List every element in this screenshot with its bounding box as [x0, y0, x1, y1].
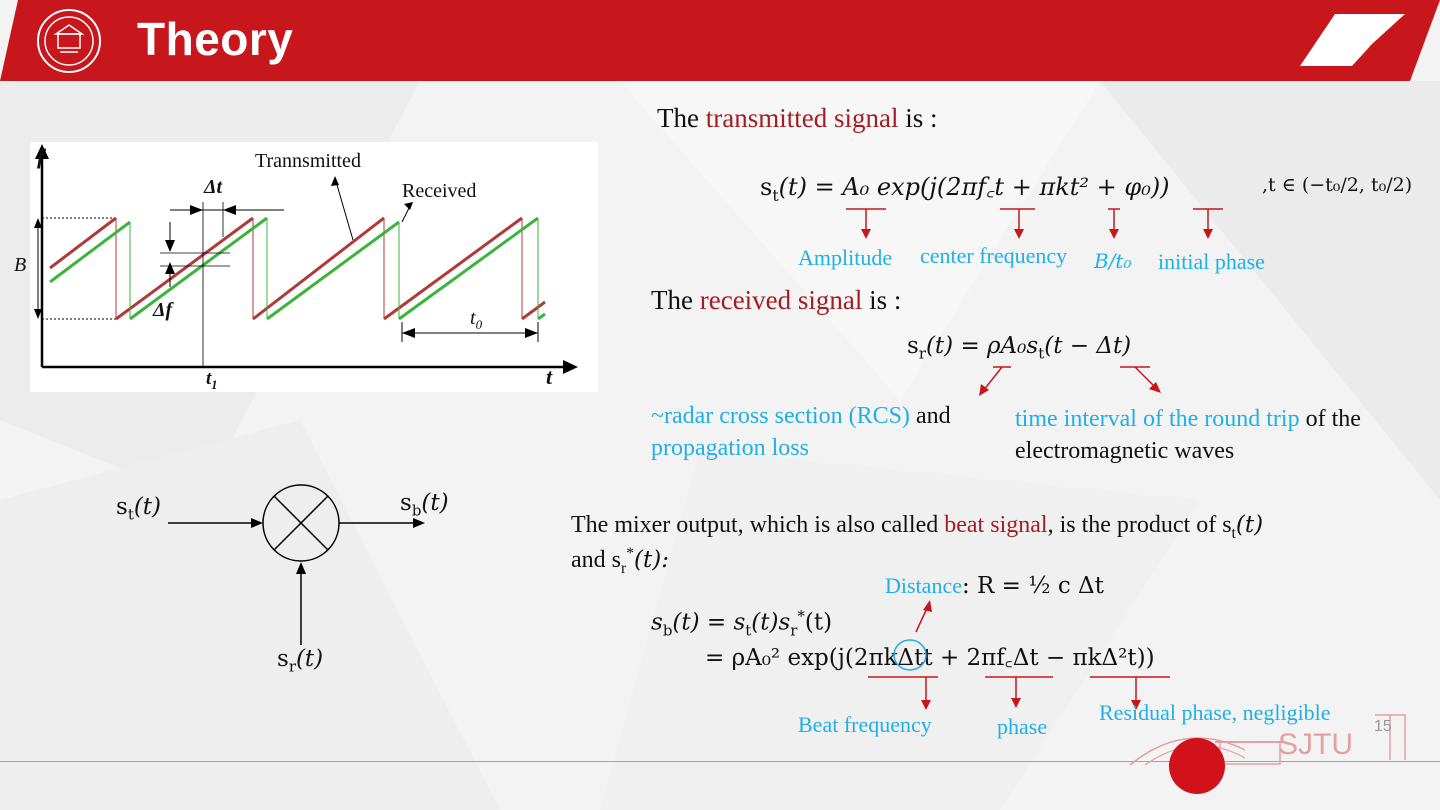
- delta-f-label: Δf: [153, 299, 173, 321]
- x-axis-label: t: [546, 364, 553, 389]
- residual-phase-label: Residual phase, negligible: [1099, 700, 1331, 725]
- sawtooth-plot: [30, 142, 598, 392]
- t1-label: $t_1$: [206, 368, 218, 392]
- center-frequency-label: center frequency: [920, 243, 1068, 268]
- highlight-circle: [894, 640, 926, 670]
- bandwidth-label: B: [14, 254, 27, 276]
- transmitted-callout: Trannsmitted: [255, 150, 361, 172]
- mixer-output-sb: $s_b(t)$: [400, 490, 449, 520]
- slope-label: B/t₀: [1094, 249, 1132, 273]
- phase-label: phase: [997, 714, 1048, 739]
- red-circle-icon: [1169, 738, 1225, 794]
- received-sawtooth: [50, 218, 545, 319]
- beat-equation-line1: $s_b(t) = s_t(t)s_r^*(t)$: [651, 607, 833, 640]
- footer-brand: SJTU: [1278, 728, 1353, 761]
- page-number: 15: [1374, 718, 1392, 735]
- received-annotation-arrows: [975, 365, 1175, 400]
- initial-phase-label: initial phase: [1158, 249, 1265, 274]
- beat-intro-line2: and $s_r^*(t)$:: [571, 545, 669, 577]
- rcs-note: ~radar cross section (RCS) and propagation loss: [651, 403, 951, 461]
- distance-note: Distance: R = ½ c Δt: [885, 573, 1104, 599]
- beat-intro-line1: The mixer output, which is also called beat signal, is the product of $s_t(t)$: [571, 512, 1264, 542]
- transmitted-annotation-arrows: [840, 205, 1260, 245]
- mixer-input-st: $s_t(t)$: [116, 494, 162, 524]
- mixer-diagram: [160, 480, 440, 650]
- received-intro: The received signal is :: [651, 285, 902, 315]
- transmitted-intro: The transmitted signal is :: [657, 103, 938, 133]
- received-equation: $s_r(t) = \rho A_0s_t(t - \Delta t)$: [907, 333, 1132, 363]
- amplitude-label: Amplitude: [798, 245, 893, 270]
- university-seal-icon: [36, 8, 102, 74]
- beat-equation-line2: = ρA₀² exp(j(2πkΔtt + 2πf꜀Δt − πkΔ²t)): [705, 645, 1155, 671]
- y-axis-label: f: [37, 144, 45, 169]
- fmcw-sawtooth-figure: [14, 142, 598, 392]
- interval-note: time interval of the round trip of the electromagnetic waves: [1015, 406, 1361, 464]
- beat-frequency-label: Beat frequency: [798, 712, 932, 737]
- transmitted-equation: $s_t(t) = A_0$ exp(j(2πf꜀t + πkt² + φ₀)): [760, 173, 1170, 205]
- delta-t-label: Δt: [204, 176, 223, 198]
- transmitted-domain: ,t ∈ (−t₀/2, t₀/2): [1262, 174, 1413, 196]
- page-title: Theory: [137, 13, 294, 65]
- received-callout: Received: [402, 180, 477, 202]
- t0-label: $t_0$: [470, 307, 483, 332]
- mixer-input-sr: $s_r(t)$: [277, 646, 324, 676]
